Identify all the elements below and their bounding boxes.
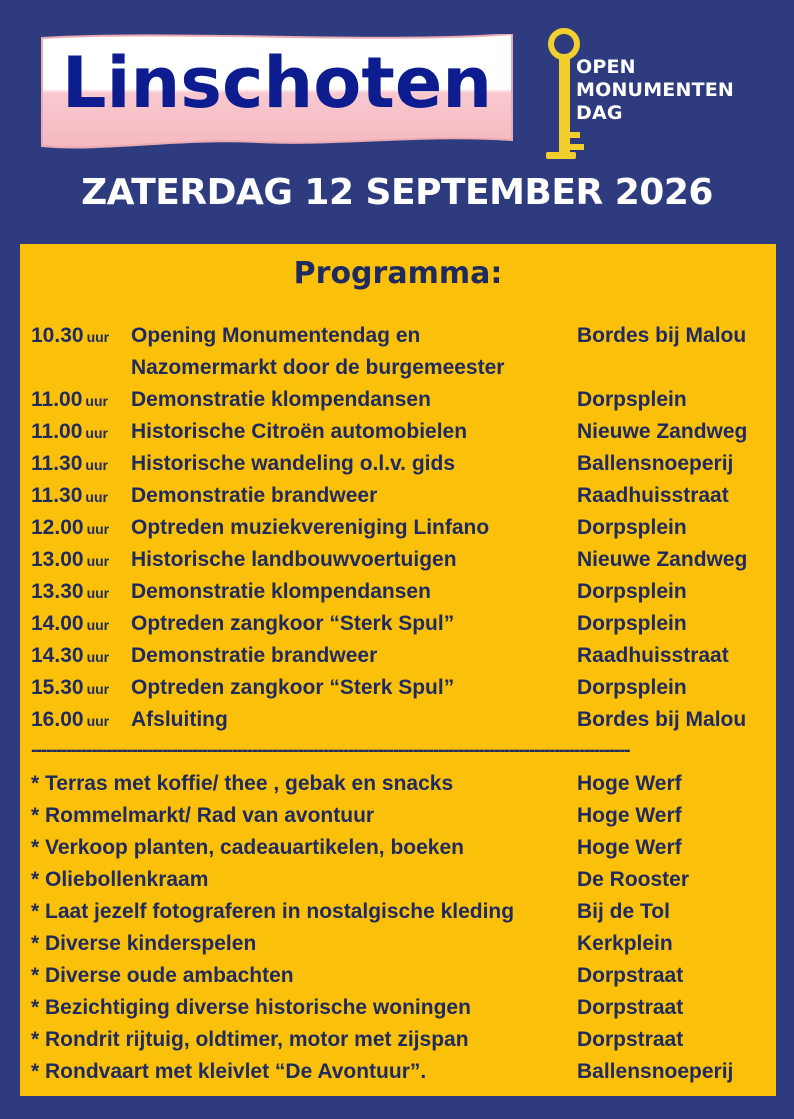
logo-text [576,56,734,125]
extra-activity: * Rondrit rijtuig, oldtimer, motor met zijspan [31,1028,469,1051]
program-time [31,612,109,636]
program-time [31,516,109,540]
program-location: Raadhuisstraat [577,644,729,667]
section-divider: ----------------------------------------------------------------------------------------------------------------------- [31,740,630,761]
extra-activity: * Diverse oude ambachten [31,964,294,987]
program-row [31,384,776,416]
extra-row [31,928,776,960]
program-activity: Optreden muziekvereniging Linfano [131,516,490,539]
event-date: ZATERDAG 12 SEPTEMBER 2026 [81,172,713,213]
program-location: Dorpsplein [577,612,687,635]
time-unit: uur [86,713,110,729]
program-activity: Demonstratie brandweer [131,484,378,507]
program-row [31,448,776,480]
time-value: 13.00 [31,548,84,571]
logo-letter: M [559,34,571,47]
program-activity: Opening Monumentendag en [131,324,421,347]
extra-location: De Rooster [577,868,690,891]
time-unit: uur [85,489,108,505]
extra-location: Hoge Werf [577,804,682,827]
time-value: 11.30 [31,452,83,475]
program-list [31,320,776,1088]
extra-activity: * Verkoop planten, cadeauartikelen, boeken [31,836,464,859]
program-row [31,416,776,448]
time-unit: uur [85,425,108,441]
extra-location: Dorpstraat [577,1028,684,1051]
program-location: Ballensnoeperij [577,452,734,475]
time-value: 11.00 [31,388,83,411]
program-location: Bordes bij Malou [577,708,747,731]
program-activity: Historische landbouwvoertuigen [131,548,457,571]
time-unit: uur [86,329,110,345]
program-panel [20,244,776,1096]
time-value: 10.30 [31,324,84,347]
logo-line-monumenten: MONUMENTEN [576,79,735,101]
program-location: Nieuwe Zandweg [577,548,748,571]
program-row [31,640,776,672]
program-location: Bordes bij Malou [577,324,747,347]
logo-line-dag: DAG [576,102,623,124]
extra-location: Dorpstraat [577,996,684,1019]
extra-activity: * Rondvaart met kleivlet “De Avontuur”. [31,1060,427,1083]
extra-activity: * Laat jezelf fotograferen in nostalgische kleding [31,900,515,923]
program-row [31,512,776,544]
time-unit: uur [85,393,108,409]
program-row [31,480,776,512]
program-activity: Afsluiting [131,708,228,731]
time-unit: uur [86,617,110,633]
program-location: Dorpsplein [577,516,687,539]
extra-activity: * Diverse kinderspelen [31,932,257,955]
program-activity: Demonstratie klompendansen [131,388,431,411]
program-time [31,708,109,732]
time-unit: uur [86,681,110,697]
extra-row [31,864,776,896]
time-value: 15.30 [31,676,84,699]
time-unit: uur [86,521,110,537]
program-location: Dorpsplein [577,388,687,411]
time-unit: uur [86,553,110,569]
town-banner [38,34,516,152]
program-activity: Optreden zangkoor “Sterk Spul” [131,676,455,699]
program-row [31,576,776,608]
extra-row [31,1024,776,1056]
extra-row [31,960,776,992]
extra-row [31,800,776,832]
extra-activity: * Bezichtiging diverse historische woningen [31,996,471,1019]
extra-activity: * Oliebollenkraam [31,868,209,891]
extra-row [31,896,776,928]
program-time [31,452,108,476]
time-value: 13.30 [31,580,84,603]
program-time [31,324,109,348]
extra-activity: * Terras met koffie/ thee , gebak en snacks [31,772,454,795]
program-title: Programma: [293,256,503,291]
program-location: Raadhuisstraat [577,484,729,507]
extra-location: Ballensnoeperij [577,1060,734,1083]
time-value: 14.00 [31,612,84,635]
extra-location: Dorpstraat [577,964,684,987]
time-value: 14.30 [31,644,84,667]
program-row [31,608,776,640]
program-activity: Historische wandeling o.l.v. gids [131,452,456,475]
program-time [31,420,108,444]
extra-location: Bij de Tol [577,900,670,923]
time-value: 11.30 [31,484,83,507]
program-time [31,580,109,604]
time-unit: uur [86,649,110,665]
town-name: Linschoten [61,42,493,124]
program-location: Dorpsplein [577,580,687,603]
extra-row [31,1056,776,1088]
program-time [31,484,108,508]
extra-row [31,992,776,1024]
program-row [31,544,776,576]
program-activity: Historische Citroën automobielen [131,420,468,443]
program-activity: Nazomermarkt door de burgemeester [131,356,505,379]
extra-location: Hoge Werf [577,772,682,795]
program-activity: Optreden zangkoor “Sterk Spul” [131,612,455,635]
time-unit: uur [86,585,110,601]
program-row [31,672,776,704]
extra-location: Kerkplein [577,932,673,955]
program-time [31,548,109,572]
program-time [31,644,109,668]
program-activity: Demonstratie klompendansen [131,580,431,603]
program-location: Dorpsplein [577,676,687,699]
program-row [31,704,776,736]
time-value: 16.00 [31,708,84,731]
program-activity: Demonstratie brandweer [131,644,378,667]
program-row [31,352,776,384]
logo-line-open: OPEN [576,56,636,78]
program-location: Nieuwe Zandweg [577,420,748,443]
time-unit: uur [85,457,108,473]
program-time [31,388,108,412]
extra-row [31,768,776,800]
extra-activity: * Rommelmarkt/ Rad van avontuur [31,804,375,827]
extra-location: Hoge Werf [577,836,682,859]
program-time [31,676,109,700]
time-value: 11.00 [31,420,83,443]
program-row [31,320,776,352]
extra-row [31,832,776,864]
time-value: 12.00 [31,516,84,539]
